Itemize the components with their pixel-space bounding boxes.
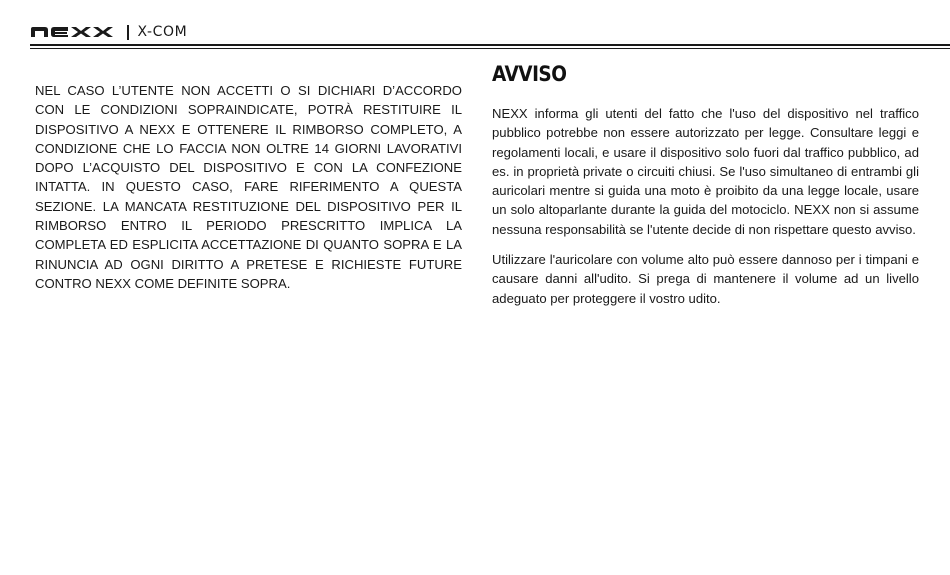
notice-section [492,60,919,319]
left-column [35,81,462,293]
refund-conditions-paragraph: NEL CASO L’UTENTE NON ACCETTI O SI DICHIARI D’ACCORDO CON LE CONDIZIONI SOPRAINDICATE, POTRÀ RESTITUIRE IL DISPOSITIVO A NEXX E OTTENERE IL RIMBORSO COMPLETO, A CONDIZIONE CHE LO FACCIA NON OLTRE 14 GIORNI LAVORATIVI DOPO L’ACQUISTO DEL DISPOSITIVO E CON LA CONFEZIONE INTATTA. IN QUESTO CASO, FARE RIFERIMENTO A QUESTA SEZIONE. LA MANCATA RESTITUZIONE DEL DISPOSITIVO PER IL RIMBORSO ENTRO IL PERIODO PRESCRITTO IMPLICA LA COMPLETA ED ESPLICITA ACCETTAZIONE DI QUANTO SOPRA E LA RINUNCIA AD OGNI DIRITTO A PRETESE E RICHIESTE FUTURE CONTRO NEXX COME DEFINITE SOPRA. [35,83,462,291]
model-name: X-COM [137,24,188,40]
header-rule-thin [30,48,950,49]
header-divider [127,25,129,40]
notice-paragraph-traffic: NEXX informa gli utenti del fatto che l'uso del dispositivo nel traffico pubblico potrebbe non essere autorizzato per legge. Consultare leggi e regolamenti locali, e usare il dispositivo solo fuori dal traffico pubblico, ad es. in proprietà private o circuiti chiusi. Se l'uso simultaneo di entrambi gli auricolari mentre si guida una moto è proibito da una legge locale, usare un solo altoparlante durante la guida del motociclo. NEXX non si assume nessuna responsabilità se l'utente decide di non rispettare questo avviso. [492,106,919,237]
nexx-logo-icon [30,25,122,39]
page-header [30,20,187,44]
notice-paragraph-volume: Utilizzare l'auricolare con volume alto può essere dannoso per i timpani e causare danni all'udito. Si prega di mantenere il volume ad un livello adeguato per proteggere il vostro udito. [492,252,919,306]
header-rule-thick [30,44,950,46]
notice-title: AVVISO [492,62,567,86]
